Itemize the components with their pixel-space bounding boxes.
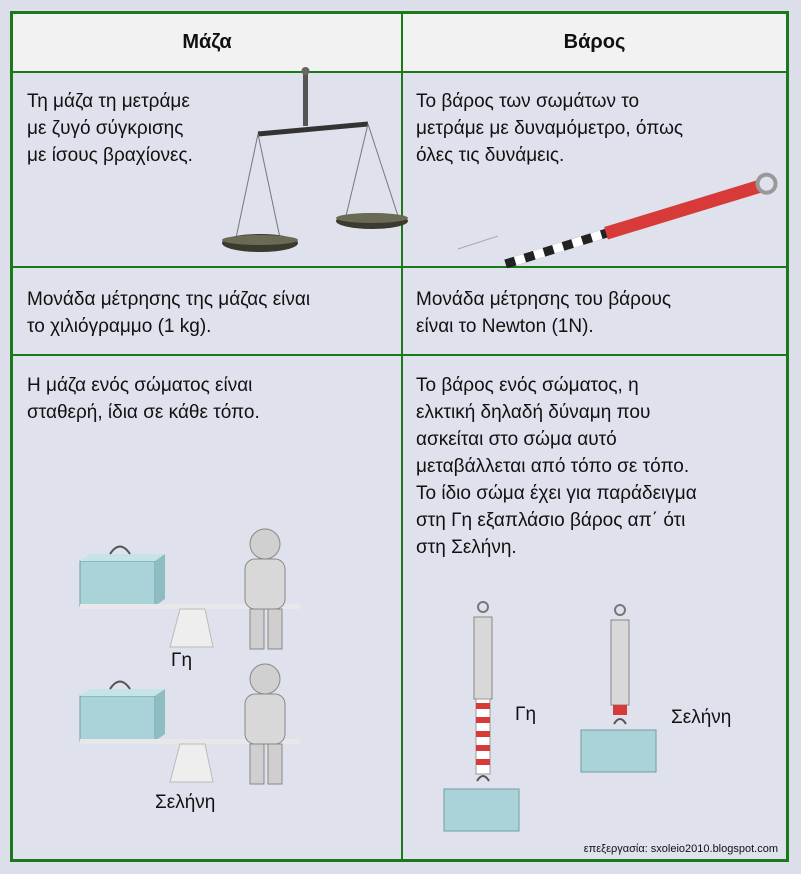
balance-scale-icon — [218, 66, 408, 261]
seesaw-earth-icon — [75, 519, 315, 659]
moon-weight-caption: Σελήνη — [671, 707, 732, 728]
spring-scale-moon-icon — [578, 602, 668, 782]
row-divider — [13, 354, 786, 356]
seesaw-moon-icon — [75, 654, 315, 794]
row-divider — [13, 266, 786, 268]
weight-unit-text: Μονάδα μέτρησης του βάρους είναι το Newton (1N). — [416, 289, 672, 337]
header-mass: Μάζα — [182, 31, 232, 53]
table-header — [13, 14, 786, 71]
comparison-table — [10, 11, 789, 862]
mass-unit-text: Μονάδα μέτρησης της μάζας είναι το χιλιόγραμμο (1 kg). — [27, 289, 311, 337]
weight-varies-text: Το βάρος ενός σώματος, η ελκτική δηλαδή δύναμη που ασκείται στο σώμα αυτό μεταβάλλεται από τόπο σε τόπο. Το ίδιο σώμα έχει για παράδειγμα στη Γη εξαπλάσιο βάρος απ΄ ότι στη Σελήνη. — [416, 375, 697, 558]
dynamometer-icon — [458, 154, 778, 254]
moon-mass-caption: Σελήνη — [155, 792, 216, 813]
earth-mass-caption: Γη — [171, 650, 193, 671]
header-weight: Βάρος — [563, 31, 626, 53]
footer-credit: επεξεργασία: sxoleio2010.blogspot.com — [583, 843, 778, 855]
mass-measurement-text: Τη μάζα τη μετράμε με ζυγό σύγκρισης με ίσους βραχίονες. — [27, 91, 193, 166]
weight-measurement-text: Το βάρος των σωμάτων το μετράμε με δυναμόμετρο, όπως όλες τις δυνάμεις. — [416, 91, 684, 166]
mass-constant-text: Η μάζα ενός σώματος είναι σταθερή, ίδια σε κάθε τόπο. — [27, 375, 260, 423]
earth-weight-caption: Γη — [515, 704, 537, 725]
